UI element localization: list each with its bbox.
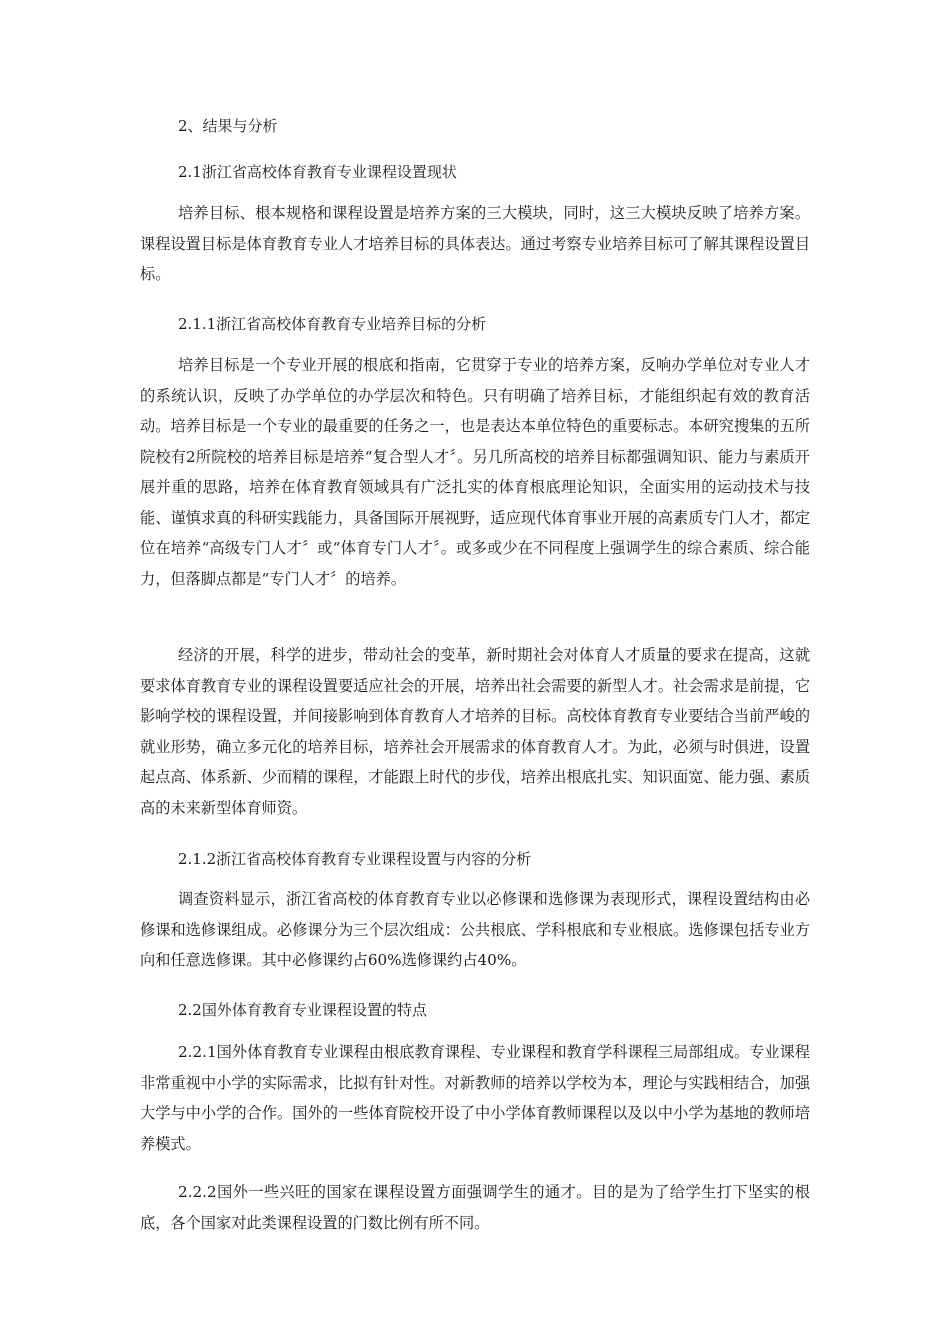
paragraph-2-1-2: 调查资料显示，浙江省高校的体育教育专业以必修课和选修课为表现形式，课程设置结构由必修课和选修课组成。必修课分为三个层次组成：公共根底、学科根底和专业根底。选修课包括专业方向和任意选修课。其中必修课约占60%选修课约占40%。 (140, 890, 810, 969)
heading-2-1-2: 2.1.2浙江省高校体育教育专业课程设置与内容的分析 (178, 850, 532, 868)
heading-2-2: 2.2国外体育教育专业课程设置的特点 (178, 1001, 427, 1019)
paragraph-2-2-1: 2.2.1国外体育教育专业课程由根底教育课程、专业课程和教育学科课程三局部组成。专业课程非常重视中小学的实际需求，比拟有针对性。对新教师的培养以学校为本，理论与实践相结合，加强大学与中小学的合作。国外的一些体育院校开设了中小学体育教师课程以及以中小学为基地的教师培养模式。 (140, 1043, 810, 1153)
paragraph-2-1-1-a: 培养目标是一个专业开展的根底和指南，它贯穿于专业的培养方案，反响办学单位对专业人才的系统认识，反映了办学单位的办学层次和特色。只有明确了培养目标，才能组织起有效的教育活动。培养目标是一个专业的最重要的任务之一，也是表达本单位特色的重要标志。本研究搜集的五所院校有2所院校的培养目标是培养“复合型人才〞。另几所高校的培养目标都强调知识、能力与素质开展并重的思路，培养在体育教育领域具有广泛扎实的体育根底理论知识，全面实用的运动技术与技能、谨慎求真的科研实践能力，具备国际开展视野，适应现代体育事业开展的高素质专门人才，都定位在培养“高级专门人才〞或“体育专门人才〞。或多或少在不同程度上强调学生的综合素质、综合能力，但落脚点都是“专门人才〞的培养。 (140, 356, 810, 588)
paragraph-2-1: 培养目标、根本规格和课程设置是培养方案的三大模块，同时，这三大模块反映了培养方案。课程设置目标是体育教育专业人才培养目标的具体表达。通过考察专业培养目标可了解其课程设置目标。 (140, 204, 810, 283)
paragraph-2-2-2: 2.2.2国外一些兴旺的国家在课程设置方面强调学生的通才。目的是为了给学生打下坚实的根底，各个国家对此类课程设置的门数比例有所不同。 (140, 1183, 810, 1232)
paragraph-2-1-1-b: 经济的开展，科学的进步，带动社会的变革，新时期社会对体育人才质量的要求在提高，这就要求体育教育专业的课程设置要适应社会的开展，培养出社会需要的新型人才。社会需求是前提，它影响学校的课程设置，并间接影响到体育教育人才培养的目标。高校体育教育专业要结合当前严峻的就业形势，确立多元化的培养目标，培养社会开展需求的体育教育人才。为此，必须与时俱进，设置起点高、体系新、少而精的课程，才能跟上时代的步伐，培养出根底扎实、知识面宽、能力强、素质高的未来新型体育师资。 (140, 646, 810, 817)
heading-2-1: 2.1浙江省高校体育教育专业课程设置现状 (178, 163, 457, 181)
heading-2-1-1: 2.1.1浙江省高校体育教育专业培养目标的分析 (178, 315, 487, 333)
heading-results: 2、结果与分析 (178, 117, 278, 135)
